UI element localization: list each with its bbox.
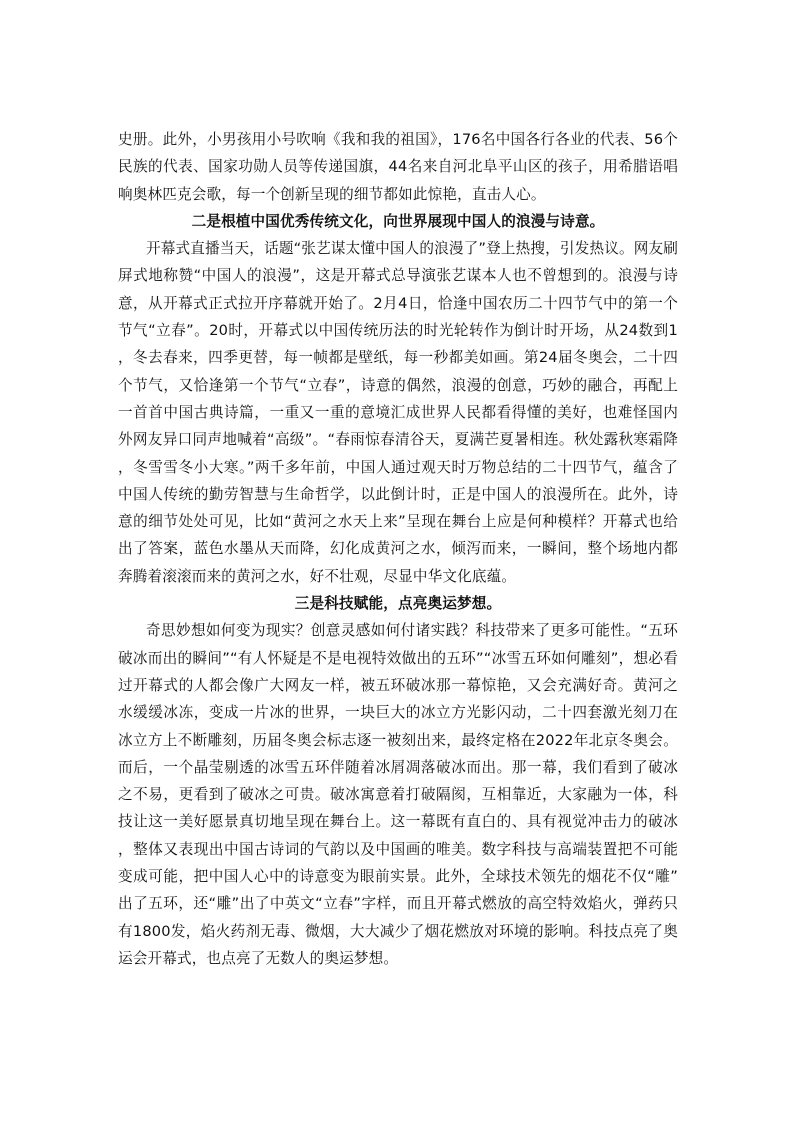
document-body — [118, 126, 678, 972]
paragraph-continuation: 史册。此外，小男孩用小号吹响《我和我的祖国》，176名中国各行各业的代表、56个民族的代表、国家功勋人员等传递国旗，44名来自河北阜平山区的孩子，用希腊语唱响奥林匹克会歌，每一个创新呈现的细节都如此惊艳，直击人心。 — [118, 131, 678, 203]
section-heading-2: 二是根植中国优秀传统文化，向世界展现中国人的浪漫与诗意。 — [191, 212, 605, 230]
section-heading-3: 三是科技赋能，点亮奥运梦想。 — [294, 595, 502, 613]
paragraph-technology: 奇思妙想如何变为现实？创意灵感如何付诸实践？科技带来了更多可能性。“五环破冰而出的瞬间”“有人怀疑是不是电视特效做出的五环”“冰雪五环如何雕刻”，想必看过开幕式的人都会像广大网友一样，被五环破冰那一幕惊艳，又会充满好奇。黄河之水缓缓冰冻，变成一片冰的世界，一块巨大的冰立方光影闪动，二十四套激光刻刀在冰立方上不断雕刻，历届冬奥会标志逐一被刻出来，最终定格在2022年北京冬奥会。而后，一个晶莹剔透的冰雪五环伴随着冰屑凋落破冰而出。那一幕，我们看到了破冰之不易，更看到了破冰之可贵。破冰寓意着打破隔阂，互相靠近，大家融为一体，科技让这一美好愿景真切地呈现在舞台上。这一幕既有直白的、具有视觉冲击力的破冰，整体又表现出中国古诗词的气韵以及中国画的唯美。数字科技与高端装置把不可能变成可能，把中国人心中的诗意变为眼前实景。此外，全球技术领先的烟花不仅“雕”出了五环，还“雕”出了中英文“立春”字样，而且开幕式燃放的高空特效焰火，弹药只有1800发，焰火药剂无毒、微烟，大大减少了烟花燃放对环境的影响。科技点亮了奥运会开幕式，也点亮了无数人的奥运梦想。 — [118, 622, 678, 967]
paragraph-romance-poetry: 开幕式直播当天，话题“张艺谋太懂中国人的浪漫了”登上热搜，引发热议。网友刷屏式地称赞“中国人的浪漫”，这是开幕式总导演张艺谋本人也不曾想到的。浪漫与诗意，从开幕式正式拉开序幕就开始了。2月4日，恰逢中国农历二十四节气中的第一个节气“立春”。20时，开幕式以中国传统历法的时光轮转作为倒计时开场，从24数到1，冬去春来，四季更替，每一帧都是壁纸，每一秒都美如画。第24届冬奥会，二十四个节气，又恰逢第一个节气“立春”，诗意的偶然，浪漫的创意，巧妙的融合，再配上一首首中国古典诗篇，一重又一重的意境汇成世界人民都看得懂的美好，也难怪国内外网友异口同声地喊着“高级”。“春雨惊春清谷天，夏满芒夏暑相连。秋处露秋寒霜降，冬雪雪冬小大寒。”两千多年前，中国人通过观天时万物总结的二十四节气，蕴含了中国人传统的勤劳智慧与生命哲学，以此倒计时，正是中国人的浪漫所在。此外，诗意的细节处处可见，比如“黄河之水天上来”呈现在舞台上应是何种模样？开幕式也给出了答案，蓝色水墨从天而降，幻化成黄河之水，倾泻而来，一瞬间，整个场地内都奔腾着滚滚而来的黄河之水，好不壮观，尽显中华文化底蕴。 — [118, 240, 678, 585]
